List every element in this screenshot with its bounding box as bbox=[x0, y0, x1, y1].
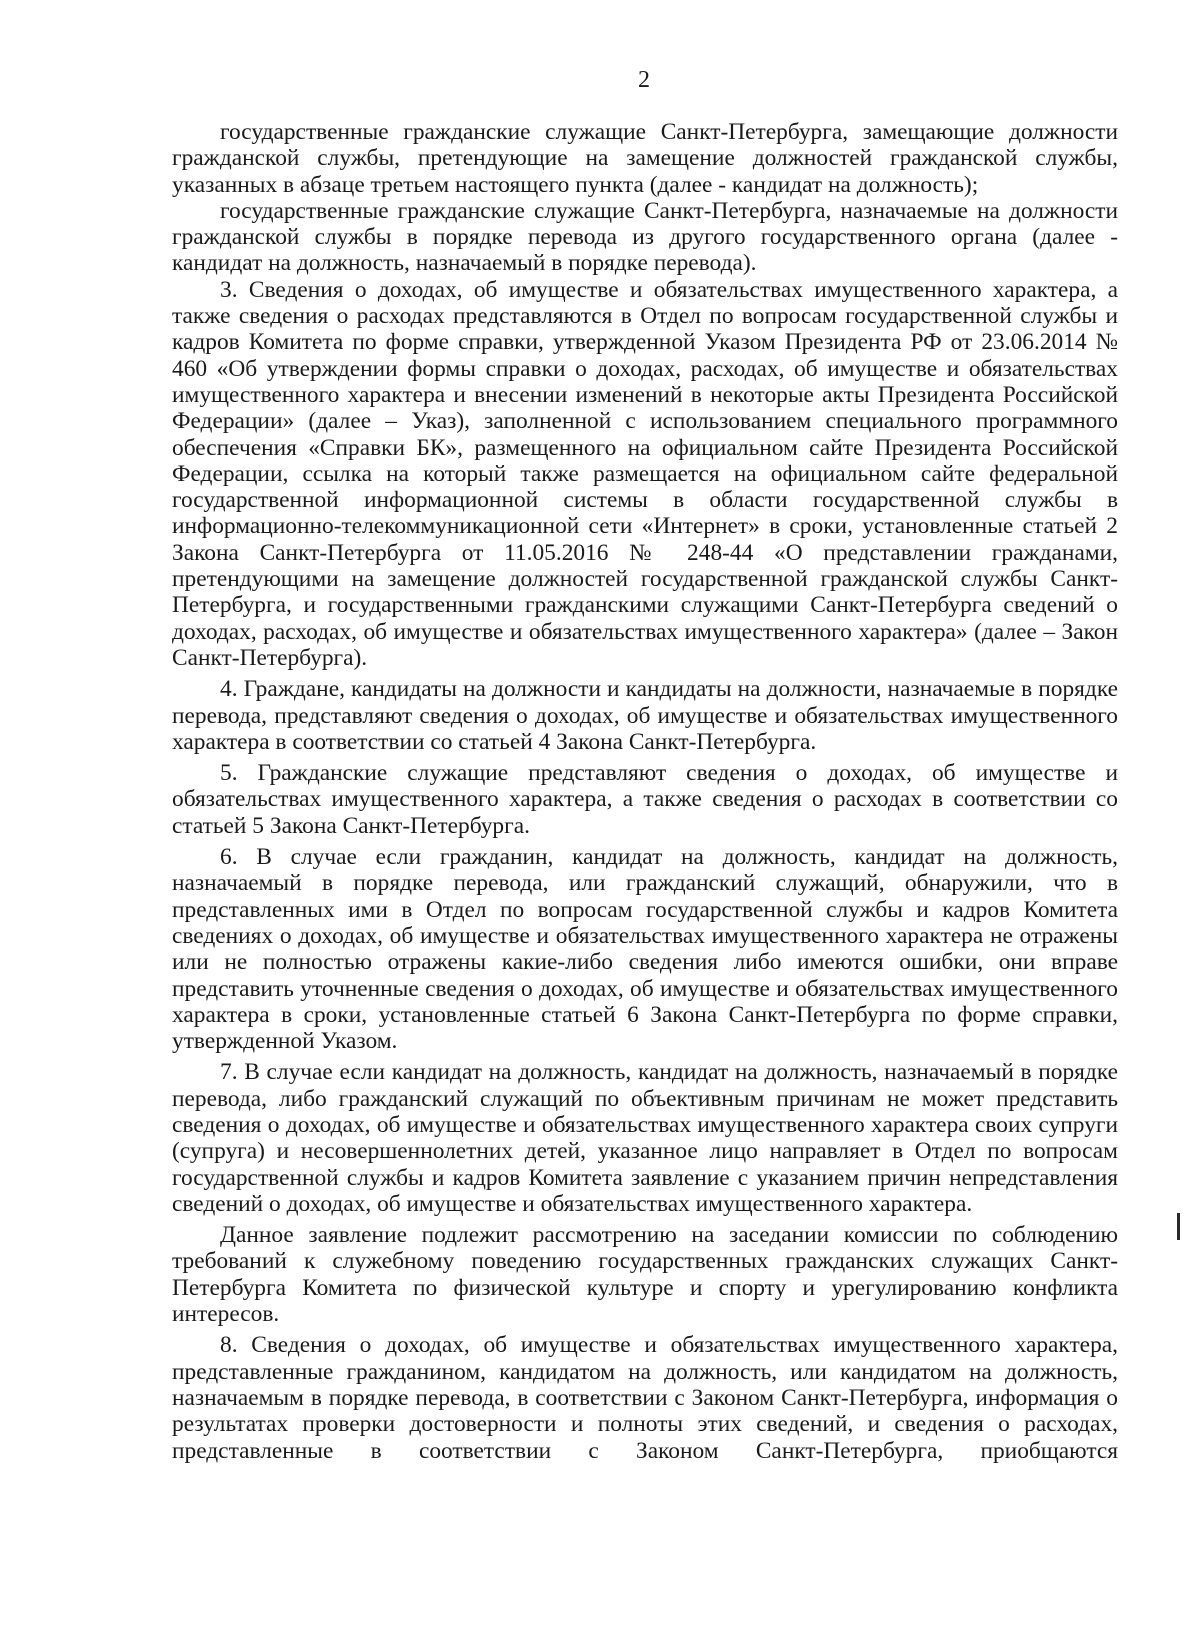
document-body bbox=[172, 119, 1118, 1464]
scan-edge-mark bbox=[1177, 1213, 1180, 1240]
paragraph-item-3: 3. Сведения о доходах, об имуществе и обязательствах имущественного характера, а также сведения о расходах представляются в Отдел по вопросам государственной службы и кадров Комитета по форме справки, утвержденной Указом Президента РФ от 23.06.2014 № 460 «Об утверждении формы справки о доходах, расходах, об имуществе и обязательствах имущественного характера и внесении изменений в некоторые акты Президента Российской Федерации» (далее – Указ), заполненной с использованием специального программного обеспечения «Справки БК», размещенного на официальном сайте Президента Российской Федерации, ссылка на который также размещается на официальном сайте федеральной государственной информационной системы в области государственной службы в информационно-телекоммуникационной сети «Интернет» в сроки, установленные статьей 2 Закона Санкт-Петербурга от 11.05.2016 № 248-44 «О представлении гражданами, претендующими на замещение должностей государственной гражданской службы Санкт-Петербурга, и государственными гражданскими служащими Санкт-Петербурга сведений о доходах, расходах, об имуществе и обязательствах имущественного характера» (далее – Закон Санкт-Петербурга). bbox=[172, 276, 1118, 671]
paragraph-commission-review: Данное заявление подлежит рассмотрению на заседании комиссии по соблюдению требований к служебному поведению государственных гражданских служащих Санкт-Петербурга Комитета по физической культуре и спорту и урегулированию конфликта интересов. bbox=[172, 1222, 1118, 1328]
paragraph-item-4: 4. Граждане, кандидаты на должности и кандидаты на должности, назначаемые в порядке перевода, представляют сведения о доходах, об имуществе и обязательствах имущественного характера в соответствии со статьей 4 Закона Санкт-Петербурга. bbox=[172, 676, 1118, 755]
paragraph-candidate-definition: государственные гражданские служащие Санкт-Петербурга, замещающие должности гражданской службы, претендующие на замещение должностей гражданской службы, указанных в абзаце третьем настоящего пункта (далее - кандидат на должность); bbox=[172, 119, 1118, 198]
paragraph-item-8: 8. Сведения о доходах, об имуществе и обязательствах имущественного характера, представленные гражданином, кандидатом на должность, или кандидатом на должность, назначаемым в порядке перевода, в соответствии с Законом Санкт-Петербурга, информация о результатах проверки достоверности и полноты этих сведений, и сведения о расходах, представленные в соответствии с Законом Санкт-Петербурга, приобщаются bbox=[172, 1332, 1118, 1464]
paragraph-item-5: 5. Гражданские служащие представляют сведения о доходах, об имуществе и обязательствах имущественного характера, а также сведения о расходах в соответствии со статьей 5 Закона Санкт-Петербурга. bbox=[172, 760, 1118, 839]
paragraph-item-7: 7. В случае если кандидат на должность, кандидат на должность, назначаемый в порядке перевода, либо гражданский служащий по объективным причинам не может представить сведения о доходах, об имуществе и обязательствах имущественного характера своих супруги (супруга) и несовершеннолетних детей, указанное лицо направляет в Отдел по вопросам государственной службы и кадров Комитета заявление с указанием причин непредставления сведений о доходах, об имуществе и обязательствах имущественного характера. bbox=[172, 1059, 1118, 1217]
paragraph-item-6: 6. В случае если гражданин, кандидат на должность, кандидат на должность, назначаемый в порядке перевода, или гражданский служащий, обнаружили, что в представленных ими в Отдел по вопросам государственной службы и кадров Комитета сведениях о доходах, об имуществе и обязательствах имущественного характера не отражены или не полностью отражены какие-либо сведения либо имеются ошибки, они вправе представить уточненные сведения о доходах, об имуществе и обязательствах имущественного характера в сроки, установленные статьей 6 Закона Санкт-Петербурга по форме справки, утвержденной Указом. bbox=[172, 844, 1118, 1055]
paragraph-transfer-candidate-definition: государственные гражданские служащие Санкт-Петербурга, назначаемые на должности гражданской службы в порядке перевода из другого государственного органа (далее - кандидат на должность, назначаемый в порядке перевода). bbox=[172, 197, 1118, 277]
page-number: 2 bbox=[638, 67, 650, 93]
